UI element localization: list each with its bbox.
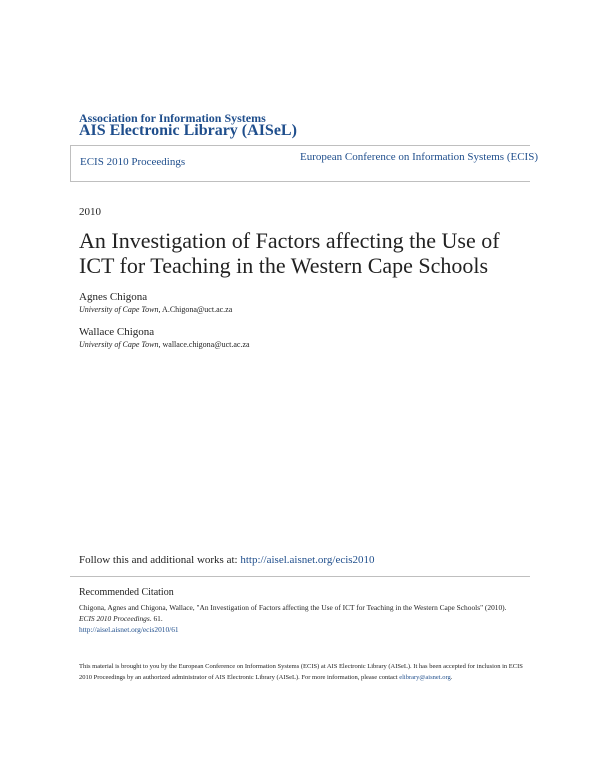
association-name: Association for Information Systems [79,111,266,125]
citation-source: ECIS 2010 Proceedings [79,614,150,623]
follow-rule [70,576,530,577]
author-name[interactable]: Agnes Chigona [79,291,148,303]
follow-link[interactable]: http://aisel.aisnet.org/ecis2010 [240,554,375,566]
conference-link[interactable]: European Conference on Information Systems (ECIS) [300,151,538,163]
access-notice [79,661,524,683]
author-affiliation: University of Cape Town, wallace.chigona@uct.ac.za [79,340,250,349]
author-email[interactable]: A.Chigona@uct.ac.za [162,305,233,314]
author-name[interactable]: Wallace Chigona [79,326,155,338]
citation-number: . 61. [149,614,163,623]
banner-top-rule [70,145,530,146]
follow-text: Follow this and additional works at: [79,554,238,566]
affiliation-institution: University of Cape Town [79,340,159,349]
banner-left-rule [70,145,71,182]
author-email[interactable]: wallace.chigona@uct.ac.za [162,340,250,349]
proceedings-link[interactable]: ECIS 2010 Proceedings [80,156,186,168]
paper-year: 2010 [79,206,101,218]
notice-end: . [450,674,453,681]
citation-text: Chigona, Agnes and Chigona, Wallace, "An Investigation of Factors affecting the Use of ICT for Teaching in the Western Cape Schools" (2010). [79,603,507,612]
notice-text: This material is brought to you by the European Conference on Information Systems (ECIS) at AIS Electronic Library (AISeL). It has been accepted for inclusion in ECIS 2010 Proceedings by an authorized administrator of AIS Electronic Library (AISeL). For more information, please contact [79,663,523,681]
follow-line [79,554,375,566]
citation-heading: Recommended Citation [79,587,174,598]
citation-body [79,602,519,635]
paper-title[interactable]: An Investigation of Factors affecting the Use of ICT for Teaching in the Western Cape Schools [79,228,500,278]
affiliation-institution: University of Cape Town [79,305,159,314]
banner-bottom-rule [70,181,530,182]
citation-link[interactable]: http://aisel.aisnet.org/ecis2010/61 [79,625,179,634]
contact-email-link[interactable]: elibrary@aisnet.org [399,674,451,681]
library-name[interactable]: AIS Electronic Library (AISeL) [79,122,297,139]
author-affiliation: University of Cape Town, A.Chigona@uct.ac.za [79,305,233,314]
